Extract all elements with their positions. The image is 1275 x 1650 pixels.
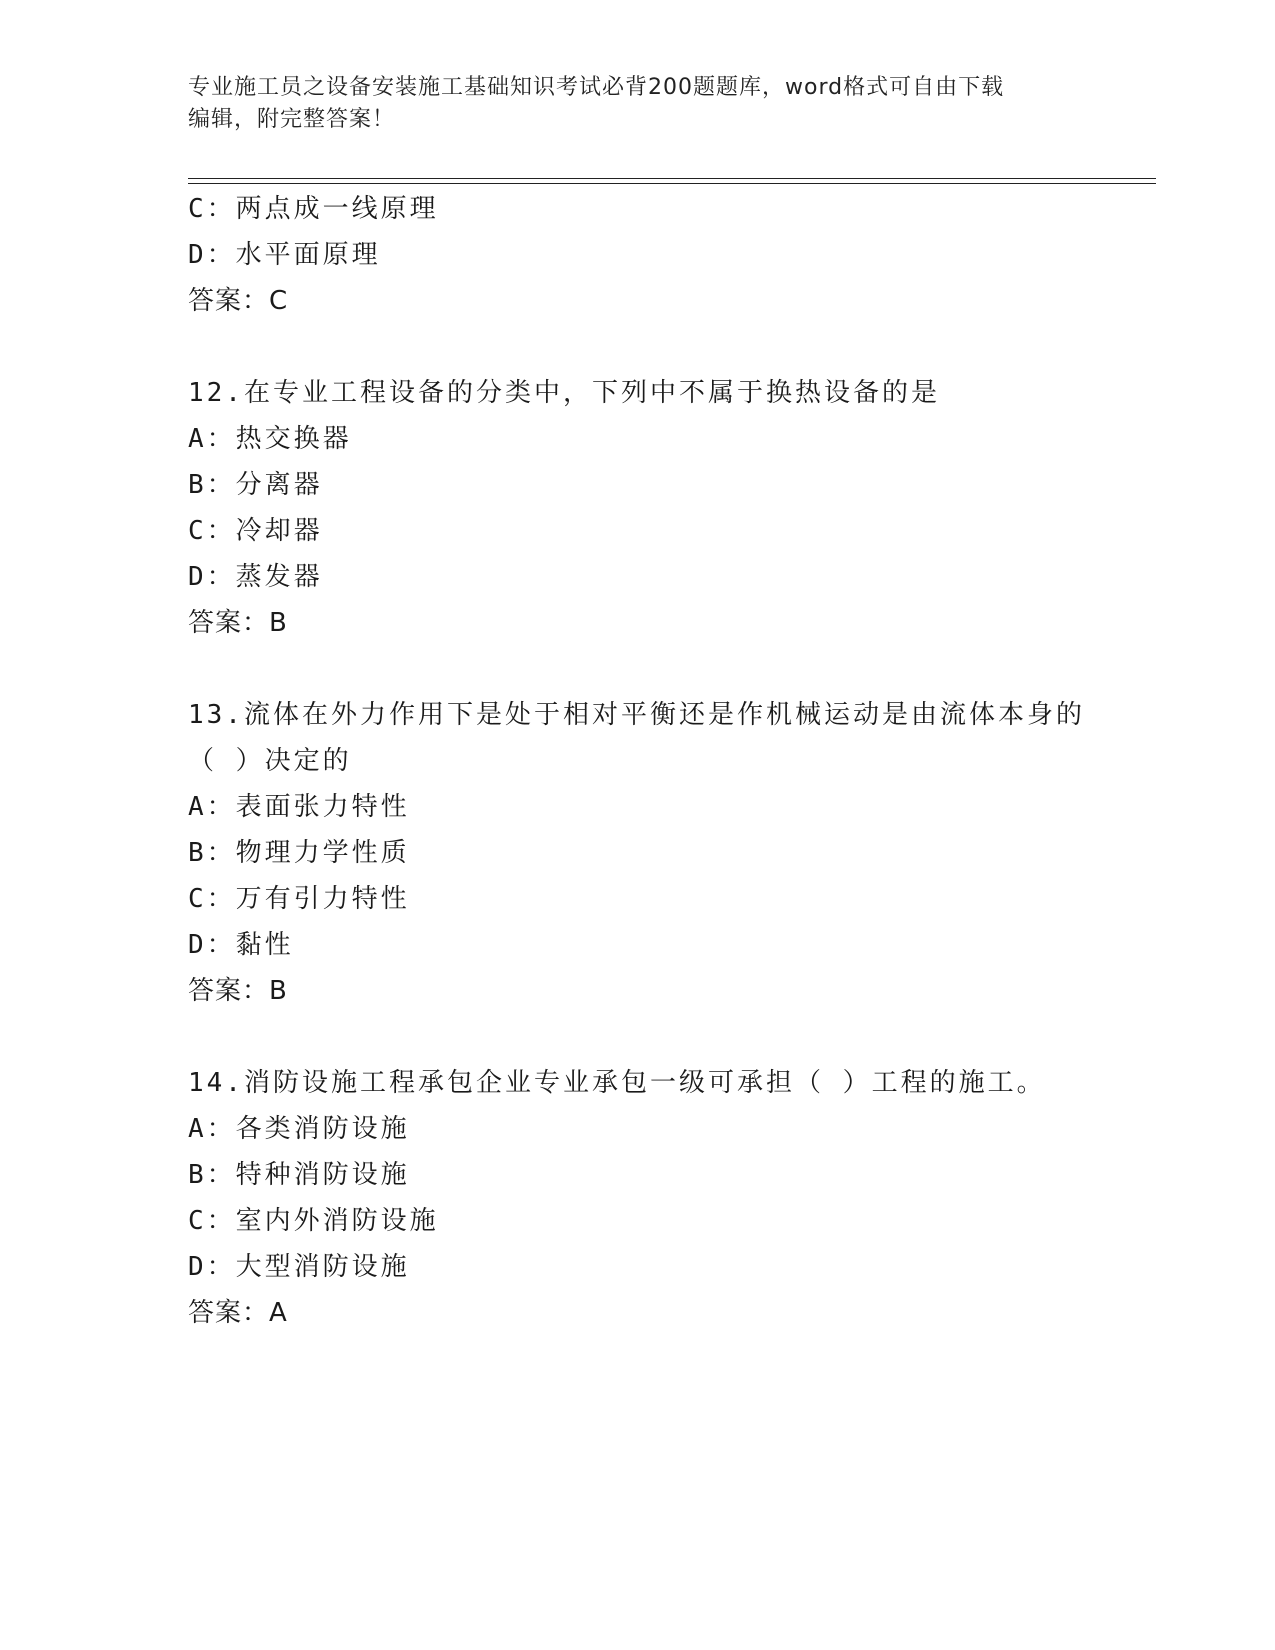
option-c: C：冷却器 bbox=[188, 516, 323, 546]
document-header bbox=[188, 72, 1088, 136]
option-b: B：物理力学性质 bbox=[188, 838, 410, 868]
option-c: C：万有引力特性 bbox=[188, 884, 410, 914]
option-b: B：特种消防设施 bbox=[188, 1160, 410, 1190]
option-d: D：大型消防设施 bbox=[188, 1252, 410, 1282]
question-14 bbox=[188, 1060, 1128, 1336]
question-stem-continued: （ ）决定的 bbox=[188, 746, 352, 776]
option-b: B：分离器 bbox=[188, 470, 323, 500]
option-c: C：室内外消防设施 bbox=[188, 1206, 439, 1236]
option-a: A：热交换器 bbox=[188, 424, 352, 454]
option-d: D：黏性 bbox=[188, 930, 294, 960]
question-13 bbox=[188, 692, 1128, 1014]
question-12 bbox=[188, 370, 1128, 646]
question-spacer bbox=[188, 324, 1128, 370]
option-d: D：蒸发器 bbox=[188, 562, 323, 592]
option-d: D：水平面原理 bbox=[188, 240, 381, 270]
option-a: A：表面张力特性 bbox=[188, 792, 410, 822]
question-stem: 14.消防设施工程承包企业专业承包一级可承担（ ）工程的施工。 bbox=[188, 1068, 1046, 1098]
option-a: A：各类消防设施 bbox=[188, 1114, 410, 1144]
question-stem: 13.流体在外力作用下是处于相对平衡还是作机械运动是由流体本身的 bbox=[188, 700, 1085, 730]
option-c: C：两点成一线原理 bbox=[188, 194, 439, 224]
question-11-tail bbox=[188, 186, 1128, 324]
answer-line: 答案：C bbox=[188, 286, 289, 316]
question-spacer bbox=[188, 1014, 1128, 1060]
question-stem: 12.在专业工程设备的分类中，下列中不属于换热设备的是 bbox=[188, 378, 940, 408]
answer-line: 答案：B bbox=[188, 608, 288, 638]
answer-line: 答案：A bbox=[188, 1298, 288, 1328]
answer-line: 答案：B bbox=[188, 976, 288, 1006]
question-spacer bbox=[188, 646, 1128, 692]
question-list bbox=[188, 186, 1128, 1336]
header-title-line1: 专业施工员之设备安装施工基础知识考试必背200题题库，word格式可自由下载 bbox=[188, 75, 1005, 100]
header-title-line2: 编辑，附完整答案！ bbox=[188, 107, 396, 132]
header-divider-bottom bbox=[188, 183, 1156, 184]
header-divider-top bbox=[188, 178, 1156, 179]
